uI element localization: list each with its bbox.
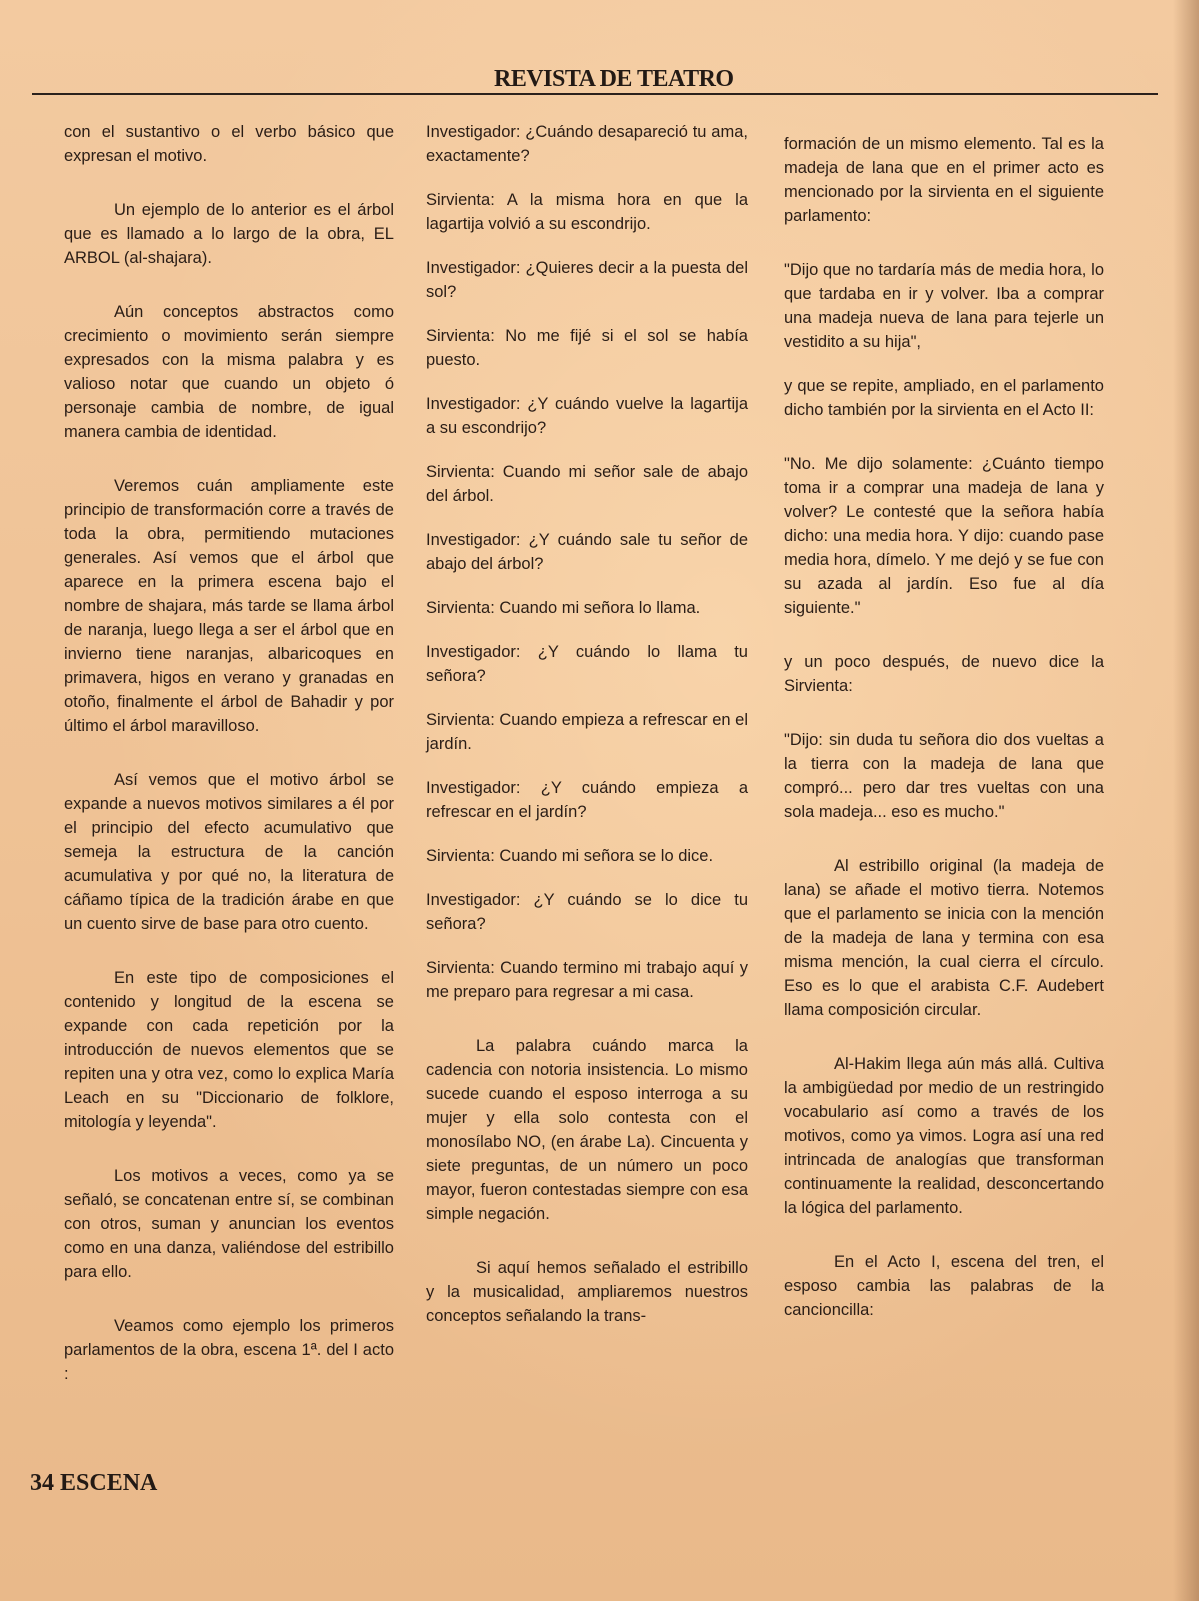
dialogue-line: Sirvienta: Cuando termino mi trabajo aquí y me preparo para regresar a mi casa. [426,959,748,1001]
quote-paragraph: "No. Me dijo solamente: ¿Cuánto tiempo toma ir a comprar una madeja de lana y volver? Le contesté que la señora había dicho: una media hora. Y dijo: cuando pase media hora, dímelo. Y me dejó y se fue con su azada al jardín. Eso fue al día siguiente." [784,455,1104,617]
quote-paragraph: "Dijo que no tardaría más de media hora, lo que tardaba en ir y volver. Iba a comprar una madeja nueva de lana para tejerle un vestidito a su hija", [784,261,1104,351]
paragraph: Así vemos que el motivo árbol se expande a nuevos motivos similares a él por el principio del efecto acumulativo que semeja la estructura de la canción acumulativa y por qué no, la literatura de cáñamo típica de la tradición árabe en que un cuento sirve de base para otro cuento. [64,771,394,933]
paragraph: con el sustantivo o el verbo básico que expresan el motivo. [64,123,394,165]
middle-column [426,120,748,1328]
page-edge-shadow [1173,0,1199,1601]
paragraph: Veamos como ejemplo los primeros parlamentos de la obra, escena 1ª. del I acto : [64,1317,394,1383]
paragraph: Aún conceptos abstractos como crecimiento o movimiento serán siempre expresados con la misma palabra y es valioso notar que cuando un objeto ó personaje cambia de nombre, de igual manera cambia de identidad. [64,303,394,441]
quote-paragraph: "Dijo: sin duda tu señora dio dos vueltas a la tierra con la madeja de lana que compró... pero dar tres vueltas con una sola madeja... eso es mucho." [784,731,1104,821]
paragraph: y que se repite, ampliado, en el parlamento dicho también por la sirvienta en el Acto II: [784,377,1104,419]
paragraph: Veremos cuán ampliamente este principio de transformación corre a través de toda la obra, permitiendo mutaciones generales. Así vemos que el árbol que aparece en la primera escena bajo el nombre de shajara, más tarde se llama árbol de naranja, luego llega a ser el árbol que en invierno tiene naranjas, albaricoques en primavera, higos en verano y granadas en otoño, finalmente el árbol de Bahadir y por último el árbol maravilloso. [64,477,394,735]
paragraph: Un ejemplo de lo anterior es el árbol que es llamado a lo largo de la obra, EL ARBOL (al-shajara). [64,201,394,267]
page-header [32,64,1158,98]
dialogue-line: Investigador: ¿Y cuándo sale tu señor de abajo del árbol? [426,531,748,573]
dialogue-line: Investigador: ¿Cuándo desapareció tu ama, exactamente? [426,123,748,165]
dialogue-line: Investigador: ¿Y cuándo empieza a refrescar en el jardín? [426,779,748,821]
paragraph: En el Acto I, escena del tren, el esposo cambia las palabras de la cancioncilla: [784,1253,1104,1319]
dialogue-line: Investigador: ¿Y cuándo lo llama tu señora? [426,643,748,685]
dialogue-line: Sirvienta: Cuando mi señora se lo dice. [426,847,714,865]
dialogue-line: Investigador: ¿Y cuándo se lo dice tu señora? [426,891,748,933]
dialogue-line: Sirvienta: Cuando mi señora lo llama. [426,599,701,617]
paragraph: y un poco después, de nuevo dice la Sirvienta: [784,653,1104,695]
page-footer-label: 34 ESCENA [30,1470,158,1496]
dialogue-line: Sirvienta: A la misma hora en que la lagartija volvió a su escondrijo. [426,191,748,233]
left-column [64,120,394,1386]
dialogue-line: Investigador: ¿Quieres decir a la puesta del sol? [426,259,748,301]
header-title: REVISTA DE TEATRO [494,66,734,92]
dialogue-line: Investigador: ¿Y cuándo vuelve la lagartija a su escondrijo? [426,395,748,437]
paragraph: Los motivos a veces, como ya se señaló, se concatenan entre sí, se combinan con otros, suman y anuncian los eventos como en una danza, valiéndose del estribillo para ello. [64,1167,394,1281]
right-column [784,132,1104,1322]
dialogue-line: Sirvienta: No me fijé si el sol se había puesto. [426,327,748,369]
paragraph: formación de un mismo elemento. Tal es la madeja de lana que en el primer acto es mencionado por la sirvienta en el siguiente parlamento: [784,135,1104,225]
dialogue-line: Sirvienta: Cuando empieza a refrescar en el jardín. [426,711,748,753]
paragraph: La palabra cuándo marca la cadencia con notoria insistencia. Lo mismo sucede cuando el esposo interroga a su mujer y ella solo contesta con el monosílabo NO, (en árabe La). Cincuenta y siete preguntas, de un número un poco mayor, fueron contestadas siempre con esa simple negación. [426,1037,748,1223]
paragraph: Si aquí hemos señalado el estribillo y la musicalidad, ampliaremos nuestros conceptos señalando la trans- [426,1259,748,1325]
paragraph: Al-Hakim llega aún más allá. Cultiva la ambigüedad por medio de un restringido vocabulario así como a través de los motivos, como ya vimos. Logra así una red intrincada de analogías que transforman continuamente la realidad, desconcertando la lógica del parlamento. [784,1055,1104,1217]
dialogue-line: Sirvienta: Cuando mi señor sale de abajo del árbol. [426,463,748,505]
paragraph: En este tipo de composiciones el contenido y longitud de la escena se expande con cada repetición por la introducción de nuevos elementos que se repiten una y otra vez, como lo explica María Leach en su "Diccionario de folklore, mitología y leyenda". [64,969,394,1131]
paragraph: Al estribillo original (la madeja de lana) se añade el motivo tierra. Notemos que el parlamento se inicia con la mención de la madeja de lana y termina con esa misma mención, la cual cierra el círculo. Eso es lo que el arabista C.F. Audebert llama composición circular. [784,857,1104,1019]
header-rule [32,93,1158,95]
